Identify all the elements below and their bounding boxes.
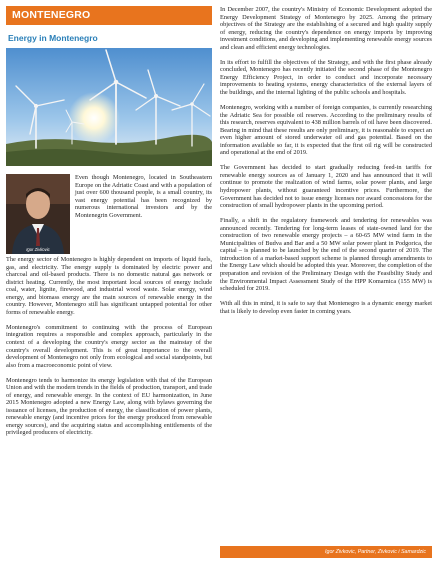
wind-turbines-photo <box>6 48 212 166</box>
intro-block <box>6 174 212 256</box>
right-paragraph-2: In its effort to fulfill the objectives of the Strategy, and with the first phase already concluded, Montenegro has recently initiated the second phase of the Montenegro Energy Efficiency Project, in order to conduct and incorporate necessary improvements to heating systems, energy characteristics of the external layers of the buildings, and the internal lighting of the public schools and hospitals. <box>220 58 432 96</box>
left-paragraph-3: Montenegro tends to harmonize its energy legislation with that of the European Union and with the modern trends in the fields of production, transport, and trade of energy, and renewable energy. In the context of EU harmonization, in June 2015 Montenegro adopted a new Energy Law, along with bylaws governing the issuance of licenses, the production of energy, the classification of power plants, renewable energy (and incentive prices for the energy produced from renewable energy sources), and the acquiring status and accomplishing entitlements of the privileged producers of electricity. <box>6 376 212 437</box>
country-banner: MONTENEGRO <box>6 6 212 25</box>
left-paragraph-2: Montenegro's commitment to continuing with the process of European integration requires a responsible and complex approach, particularly in the context of a developing the country's energy sector as the mainstay of the country's overall development. This is of great importance to the overall development of Montenegro not only from ecological and social standpoints, but also from a macroeconomic point of view. <box>6 323 212 369</box>
right-paragraph-4: The Government has decided to start gradually reducing feed-in tariffs for renewable energy sources as of January 1, 2020 and has announced that it will continue to promote the realization of wind farms, solar power plants, and large hydropower plants, without guaranteed incentive prices. Furthermore, the Government has decided not to issue energy licenses nor award concessions for the construction of small hydropower plants in the upcoming period. <box>220 164 432 210</box>
left-paragraph-1: The energy sector of Montenegro is highly dependent on imports of liquid fuels, gas, and electricity. The energy supply is dominated by electric power and charcoal and oil-based products. There is no domestic natural gas network or district heating. Currently, the most important local sources of energy include coal, water, lignite, firewood, and industrial wood waste. Solar energy, wind energy, and biomass energy are the main sources of renewable energy in the country. However, Montenegro still has significant untapped potential for other forms of renewable energy. <box>6 256 212 316</box>
left-column <box>6 6 212 437</box>
author-signature: Igor Zivkovic, Partner, Zivkovic i Samardzic <box>220 546 432 558</box>
intro-paragraph: Even though Montenegro, located in Southeastern Europe on the Adriatic Coast and with a population of just over 600 thousand people, is a small country, its vast energy potential has been recognized by numerous international investors and by the Montenegrin Government. <box>75 174 212 219</box>
portrait-caption: Igor Zivkovic <box>26 247 50 252</box>
right-paragraph-1: In December 2007, the country's Ministry of Economic Development adopted the Energy Development Strategy of Montenegro by 2025. Among the primary objectives of the Strategy are the establishing of a secured and high quality supply of energy, reducing the country's dependence on energy imports by improving investment conditions, and developing and implementing renewable energy sources and clean and efficient energy technologies. <box>220 6 432 51</box>
article-subtitle: Energy in Montenegro <box>8 33 98 43</box>
right-paragraph-5: Finally, a shift in the regulatory framework and tendering for renewables was announced recently. Tendering for long-term leases of state-owned land for the construction of two renewable energy projects – a 60-65 MW wind farm in the Municipalities of Budva and Bar and a 50 MW solar power plant in Podgorica, the capital – is planned to be launched by the end of the second quarter of 2019. The introduction of a market-based support scheme is planned through amendments to the Energy Law which should be adopted this year. Moreover, the completion of the preparation and revision of the Preliminary Design with the Feasibility Study and the Environmental Impact Assessment Study of the HPP Komarnica (155 MW) is scheduled for 2019. <box>220 217 432 293</box>
author-portrait-photo <box>6 174 70 254</box>
right-paragraph-6: With all this in mind, it is safe to say that Montenegro is a dynamic energy market that is likely to develop even faster in coming years. <box>220 300 432 315</box>
right-column <box>220 6 432 315</box>
author-portrait <box>6 174 70 254</box>
right-paragraph-3: Montenegro, working with a number of foreign companies, is currently researching the Adriatic Sea for possible oil reserves. According to the preliminary results of this research, reserves equivalent to 438 million barrels of oil have been discovered. Bearing in mind that these results are only preliminary, it is reasonable to expect an even higher amount of stored underwater oil and gas potential. Based on the information available so far, it is expected that the first oil rig will be constructed and operational at the end of 2019. <box>220 104 432 157</box>
